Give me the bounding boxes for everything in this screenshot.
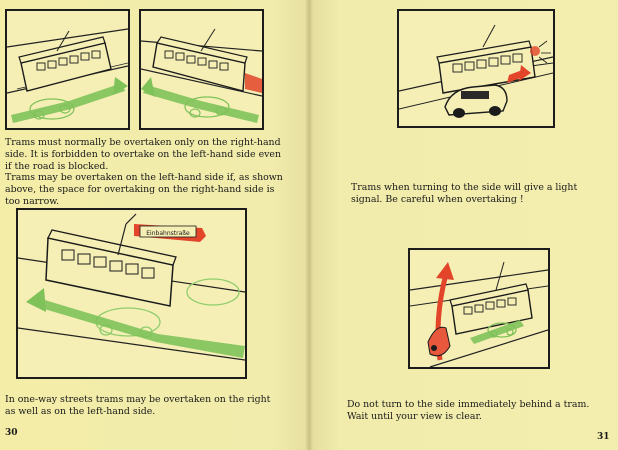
- tram-signal-drawing: [399, 11, 553, 126]
- paragraph-one-way: In one-way streets trams may be overtaken on the right as well as on the left-hand side.: [5, 394, 271, 417]
- paragraph-overtake-right: Trams must normally be overtaken only on the right-hand side. It is forbidden to overtake on the left-hand side even if the road is blocked.: [5, 137, 282, 172]
- illustration-one-way-street: [16, 208, 247, 379]
- tram-overtaken-left-drawing: [141, 11, 262, 128]
- right-page: [309, 0, 618, 450]
- page-number-left: 30: [5, 428, 18, 438]
- page-number-right: 31: [597, 432, 610, 442]
- tram-overtaken-right-drawing: [7, 11, 128, 128]
- illustration-overtake-right: [5, 9, 130, 130]
- illustration-tram-turning-signal: [397, 9, 555, 128]
- turn-behind-tram-drawing: [410, 250, 548, 367]
- paragraph-overtake-left: Trams may be overtaken on the left-hand side if, as shown above, the space for overtaking on the right-hand side is too narrow.: [5, 172, 283, 207]
- illustration-do-not-turn-behind-tram: [408, 248, 550, 369]
- illustration-overtake-left-narrow: [139, 9, 264, 130]
- one-way-tram-drawing: [18, 210, 245, 377]
- book-gutter: [305, 0, 313, 450]
- paragraph-turning-signal: Trams when turning to the side will give a light signal. Be careful when overtaking !: [351, 182, 578, 205]
- one-way-sign-text: Einbahnstraße: [146, 230, 190, 237]
- paragraph-do-not-turn: Do not turn to the side immediately behind a tram. Wait until your view is clear.: [347, 399, 590, 422]
